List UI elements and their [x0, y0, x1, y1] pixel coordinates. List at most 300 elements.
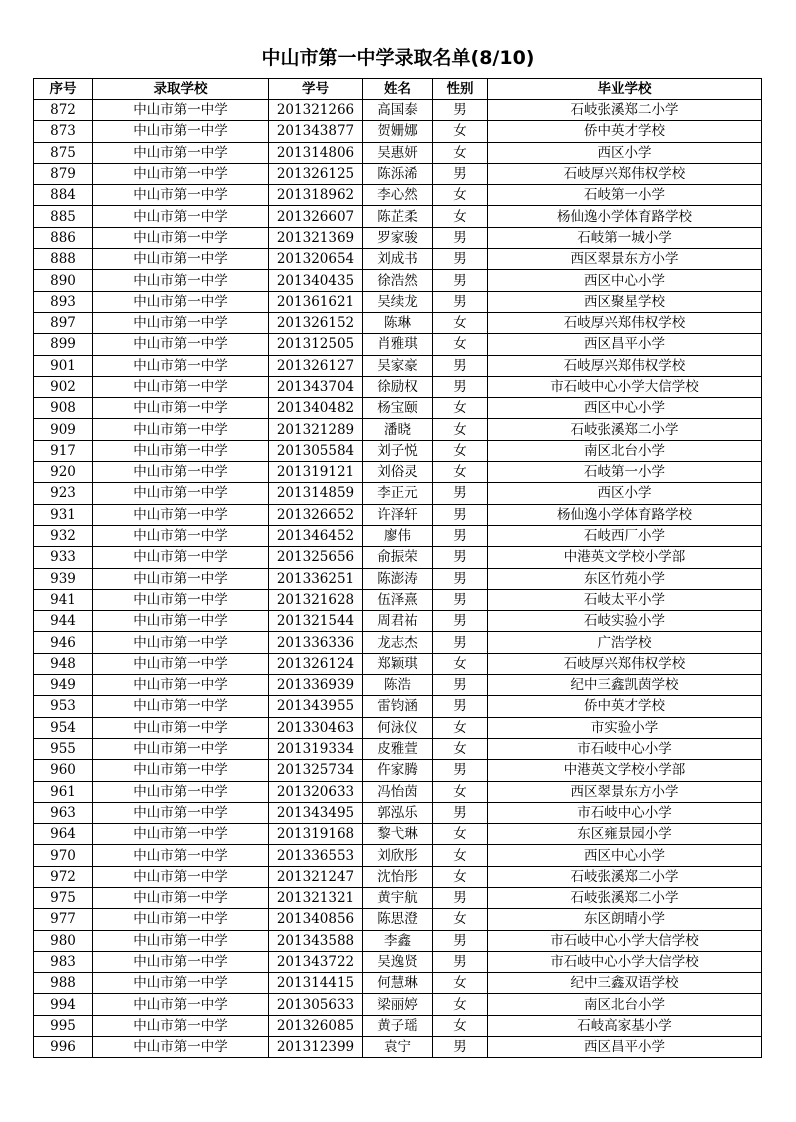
cell-graduation-school: 侨中英才学校 — [488, 696, 762, 717]
cell-graduation-school: 市石岐中心小学大信学校 — [488, 376, 762, 397]
cell-index: 901 — [34, 355, 93, 376]
cell-name: 肖雅琪 — [363, 334, 433, 355]
column-header-graduation-school: 毕业学校 — [488, 79, 762, 100]
cell-student-id: 201319168 — [269, 824, 363, 845]
table-row — [34, 781, 762, 802]
cell-graduation-school: 石岐厚兴郑伟权学校 — [488, 312, 762, 333]
cell-student-id: 201312505 — [269, 334, 363, 355]
cell-admitted-school: 中山市第一中学 — [93, 611, 269, 632]
table-row — [34, 824, 762, 845]
table-row — [34, 121, 762, 142]
cell-graduation-school: 石岐第一小学 — [488, 185, 762, 206]
cell-admitted-school: 中山市第一中学 — [93, 419, 269, 440]
cell-index: 931 — [34, 504, 93, 525]
cell-student-id: 201320633 — [269, 781, 363, 802]
cell-admitted-school: 中山市第一中学 — [93, 760, 269, 781]
cell-student-id: 201326085 — [269, 1015, 363, 1036]
table-row — [34, 547, 762, 568]
cell-index: 941 — [34, 589, 93, 610]
cell-index: 893 — [34, 291, 93, 312]
cell-graduation-school: 纪中三鑫双语学校 — [488, 973, 762, 994]
cell-index: 955 — [34, 738, 93, 759]
table-row — [34, 632, 762, 653]
cell-name: 黎弋琳 — [363, 824, 433, 845]
cell-name: 陈泺浠 — [363, 163, 433, 184]
cell-index: 961 — [34, 781, 93, 802]
cell-index: 983 — [34, 951, 93, 972]
cell-admitted-school: 中山市第一中学 — [93, 1037, 269, 1058]
cell-admitted-school: 中山市第一中学 — [93, 100, 269, 121]
table-row — [34, 291, 762, 312]
cell-index: 932 — [34, 525, 93, 546]
cell-gender: 男 — [433, 930, 488, 951]
cell-gender: 女 — [433, 419, 488, 440]
cell-gender: 女 — [433, 462, 488, 483]
cell-graduation-school: 西区中心小学 — [488, 398, 762, 419]
cell-admitted-school: 中山市第一中学 — [93, 845, 269, 866]
cell-student-id: 201319121 — [269, 462, 363, 483]
cell-student-id: 201336939 — [269, 675, 363, 696]
cell-gender: 男 — [433, 525, 488, 546]
cell-admitted-school: 中山市第一中学 — [93, 568, 269, 589]
cell-student-id: 201326127 — [269, 355, 363, 376]
cell-graduation-school: 西区小学 — [488, 142, 762, 163]
cell-graduation-school: 西区中心小学 — [488, 845, 762, 866]
cell-gender: 女 — [433, 398, 488, 419]
cell-gender: 男 — [433, 355, 488, 376]
table-row — [34, 142, 762, 163]
cell-name: 刘俗灵 — [363, 462, 433, 483]
cell-gender: 女 — [433, 717, 488, 738]
cell-gender: 男 — [433, 227, 488, 248]
cell-admitted-school: 中山市第一中学 — [93, 653, 269, 674]
cell-gender: 女 — [433, 994, 488, 1015]
cell-graduation-school: 广浩学校 — [488, 632, 762, 653]
cell-student-id: 201326152 — [269, 312, 363, 333]
cell-student-id: 201343588 — [269, 930, 363, 951]
cell-index: 920 — [34, 462, 93, 483]
table-row — [34, 483, 762, 504]
cell-graduation-school: 南区北台小学 — [488, 440, 762, 461]
column-header-index: 序号 — [34, 79, 93, 100]
cell-graduation-school: 石岐厚兴郑伟权学校 — [488, 163, 762, 184]
cell-gender: 男 — [433, 760, 488, 781]
cell-index: 879 — [34, 163, 93, 184]
cell-graduation-school: 西区聚星学校 — [488, 291, 762, 312]
cell-student-id: 201343722 — [269, 951, 363, 972]
cell-graduation-school: 西区翠景东方小学 — [488, 781, 762, 802]
cell-graduation-school: 侨中英才学校 — [488, 121, 762, 142]
cell-gender: 男 — [433, 163, 488, 184]
cell-index: 946 — [34, 632, 93, 653]
cell-admitted-school: 中山市第一中学 — [93, 781, 269, 802]
cell-graduation-school: 市石岐中心小学 — [488, 738, 762, 759]
cell-index: 964 — [34, 824, 93, 845]
cell-graduation-school: 市石岐中心小学大信学校 — [488, 930, 762, 951]
table-row — [34, 206, 762, 227]
cell-graduation-school: 石岐张溪郑二小学 — [488, 100, 762, 121]
cell-index: 884 — [34, 185, 93, 206]
cell-gender: 男 — [433, 547, 488, 568]
table-row — [34, 419, 762, 440]
cell-name: 罗家骏 — [363, 227, 433, 248]
admission-table — [33, 78, 762, 1058]
cell-admitted-school: 中山市第一中学 — [93, 525, 269, 546]
cell-admitted-school: 中山市第一中学 — [93, 930, 269, 951]
table-row — [34, 738, 762, 759]
cell-admitted-school: 中山市第一中学 — [93, 163, 269, 184]
cell-gender: 女 — [433, 334, 488, 355]
cell-graduation-school: 石岐太平小学 — [488, 589, 762, 610]
cell-student-id: 201343495 — [269, 802, 363, 823]
cell-gender: 男 — [433, 1037, 488, 1058]
cell-admitted-school: 中山市第一中学 — [93, 185, 269, 206]
cell-graduation-school: 市实验小学 — [488, 717, 762, 738]
cell-graduation-school: 纪中三鑫凯茵学校 — [488, 675, 762, 696]
cell-student-id: 201325656 — [269, 547, 363, 568]
cell-index: 885 — [34, 206, 93, 227]
cell-student-id: 201321247 — [269, 866, 363, 887]
cell-admitted-school: 中山市第一中学 — [93, 632, 269, 653]
cell-name: 周君祐 — [363, 611, 433, 632]
cell-name: 郑颖琪 — [363, 653, 433, 674]
cell-name: 陈琳 — [363, 312, 433, 333]
cell-gender: 男 — [433, 270, 488, 291]
table-row — [34, 355, 762, 376]
table-row — [34, 163, 762, 184]
cell-name: 陈澎涛 — [363, 568, 433, 589]
cell-admitted-school: 中山市第一中学 — [93, 717, 269, 738]
cell-graduation-school: 西区中心小学 — [488, 270, 762, 291]
cell-index: 917 — [34, 440, 93, 461]
cell-gender: 男 — [433, 291, 488, 312]
cell-graduation-school: 西区翠景东方小学 — [488, 249, 762, 270]
cell-graduation-school: 石岐高家基小学 — [488, 1015, 762, 1036]
cell-student-id: 201321544 — [269, 611, 363, 632]
table-row — [34, 994, 762, 1015]
column-header-student-id: 学号 — [269, 79, 363, 100]
table-row — [34, 249, 762, 270]
table-row — [34, 185, 762, 206]
cell-index: 873 — [34, 121, 93, 142]
table-row — [34, 653, 762, 674]
cell-student-id: 201340435 — [269, 270, 363, 291]
cell-graduation-school: 石岐张溪郑二小学 — [488, 887, 762, 908]
cell-name: 黄子瑶 — [363, 1015, 433, 1036]
cell-gender: 女 — [433, 909, 488, 930]
table-body — [34, 100, 762, 1058]
cell-name: 刘成书 — [363, 249, 433, 270]
column-header-admitted-school: 录取学校 — [93, 79, 269, 100]
cell-admitted-school: 中山市第一中学 — [93, 951, 269, 972]
cell-gender: 女 — [433, 824, 488, 845]
cell-name: 潘晓 — [363, 419, 433, 440]
cell-admitted-school: 中山市第一中学 — [93, 887, 269, 908]
cell-index: 899 — [34, 334, 93, 355]
cell-student-id: 201326607 — [269, 206, 363, 227]
cell-student-id: 201305584 — [269, 440, 363, 461]
cell-name: 吴家豪 — [363, 355, 433, 376]
table-row — [34, 334, 762, 355]
table-row — [34, 675, 762, 696]
cell-admitted-school: 中山市第一中学 — [93, 440, 269, 461]
cell-graduation-school: 石岐厚兴郑伟权学校 — [488, 355, 762, 376]
table-row — [34, 270, 762, 291]
table-row — [34, 930, 762, 951]
cell-index: 933 — [34, 547, 93, 568]
table-row — [34, 398, 762, 419]
cell-index: 909 — [34, 419, 93, 440]
cell-gender: 女 — [433, 973, 488, 994]
cell-admitted-school: 中山市第一中学 — [93, 824, 269, 845]
cell-admitted-school: 中山市第一中学 — [93, 355, 269, 376]
table-row — [34, 376, 762, 397]
cell-index: 954 — [34, 717, 93, 738]
cell-admitted-school: 中山市第一中学 — [93, 1015, 269, 1036]
cell-index: 948 — [34, 653, 93, 674]
cell-name: 高国泰 — [363, 100, 433, 121]
cell-graduation-school: 石岐张溪郑二小学 — [488, 866, 762, 887]
cell-admitted-school: 中山市第一中学 — [93, 334, 269, 355]
table-row — [34, 440, 762, 461]
cell-student-id: 201340482 — [269, 398, 363, 419]
cell-graduation-school: 石岐第一城小学 — [488, 227, 762, 248]
cell-student-id: 201343704 — [269, 376, 363, 397]
cell-student-id: 201326124 — [269, 653, 363, 674]
cell-gender: 女 — [433, 312, 488, 333]
cell-student-id: 201320654 — [269, 249, 363, 270]
page-title: 中山市第一中学录取名单(8/10) — [261, 47, 535, 69]
cell-name: 何慧琳 — [363, 973, 433, 994]
cell-index: 980 — [34, 930, 93, 951]
cell-student-id: 201336553 — [269, 845, 363, 866]
cell-name: 吴逸贤 — [363, 951, 433, 972]
cell-name: 沈怡彤 — [363, 866, 433, 887]
cell-graduation-school: 石岐厚兴郑伟权学校 — [488, 653, 762, 674]
cell-student-id: 201361621 — [269, 291, 363, 312]
cell-graduation-school: 东区竹苑小学 — [488, 568, 762, 589]
cell-name: 冯怡茵 — [363, 781, 433, 802]
cell-gender: 男 — [433, 249, 488, 270]
cell-admitted-school: 中山市第一中学 — [93, 973, 269, 994]
cell-student-id: 201321321 — [269, 887, 363, 908]
cell-admitted-school: 中山市第一中学 — [93, 270, 269, 291]
cell-gender: 男 — [433, 589, 488, 610]
cell-index: 939 — [34, 568, 93, 589]
table-row — [34, 909, 762, 930]
cell-gender: 男 — [433, 802, 488, 823]
cell-student-id: 201321266 — [269, 100, 363, 121]
cell-index: 995 — [34, 1015, 93, 1036]
cell-student-id: 201305633 — [269, 994, 363, 1015]
cell-gender: 男 — [433, 951, 488, 972]
cell-name: 龙志杰 — [363, 632, 433, 653]
cell-graduation-school: 石岐实验小学 — [488, 611, 762, 632]
cell-admitted-school: 中山市第一中学 — [93, 738, 269, 759]
cell-student-id: 201312399 — [269, 1037, 363, 1058]
cell-admitted-school: 中山市第一中学 — [93, 376, 269, 397]
cell-admitted-school: 中山市第一中学 — [93, 994, 269, 1015]
cell-student-id: 201318962 — [269, 185, 363, 206]
cell-name: 伍泽熹 — [363, 589, 433, 610]
cell-index: 963 — [34, 802, 93, 823]
cell-index: 996 — [34, 1037, 93, 1058]
cell-index: 953 — [34, 696, 93, 717]
cell-student-id: 201314415 — [269, 973, 363, 994]
cell-admitted-school: 中山市第一中学 — [93, 227, 269, 248]
header-row — [34, 79, 762, 100]
cell-admitted-school: 中山市第一中学 — [93, 312, 269, 333]
cell-graduation-school: 市石岐中心小学大信学校 — [488, 951, 762, 972]
cell-gender: 女 — [433, 738, 488, 759]
cell-name: 吴惠妍 — [363, 142, 433, 163]
cell-name: 仵家腾 — [363, 760, 433, 781]
cell-name: 陈芷柔 — [363, 206, 433, 227]
cell-name: 黄宇航 — [363, 887, 433, 908]
cell-index: 988 — [34, 973, 93, 994]
cell-admitted-school: 中山市第一中学 — [93, 909, 269, 930]
cell-index: 902 — [34, 376, 93, 397]
cell-gender: 女 — [433, 440, 488, 461]
cell-graduation-school: 中港英文学校小学部 — [488, 760, 762, 781]
cell-graduation-school: 杨仙逸小学体育路学校 — [488, 504, 762, 525]
cell-index: 949 — [34, 675, 93, 696]
cell-name: 刘子悦 — [363, 440, 433, 461]
table-row — [34, 802, 762, 823]
cell-student-id: 201340856 — [269, 909, 363, 930]
cell-admitted-school: 中山市第一中学 — [93, 675, 269, 696]
cell-index: 977 — [34, 909, 93, 930]
cell-gender: 女 — [433, 206, 488, 227]
cell-student-id: 201343877 — [269, 121, 363, 142]
cell-graduation-school: 南区北台小学 — [488, 994, 762, 1015]
cell-name: 李正元 — [363, 483, 433, 504]
cell-gender: 男 — [433, 100, 488, 121]
cell-name: 俞振荣 — [363, 547, 433, 568]
cell-student-id: 201321369 — [269, 227, 363, 248]
cell-index: 975 — [34, 887, 93, 908]
cell-student-id: 201330463 — [269, 717, 363, 738]
table-row — [34, 1015, 762, 1036]
cell-name: 徐励权 — [363, 376, 433, 397]
cell-graduation-school: 石岐西厂小学 — [488, 525, 762, 546]
cell-admitted-school: 中山市第一中学 — [93, 291, 269, 312]
cell-admitted-school: 中山市第一中学 — [93, 398, 269, 419]
cell-index: 972 — [34, 866, 93, 887]
cell-gender: 男 — [433, 675, 488, 696]
cell-admitted-school: 中山市第一中学 — [93, 249, 269, 270]
table-row — [34, 887, 762, 908]
cell-gender: 女 — [433, 1015, 488, 1036]
cell-graduation-school: 石岐张溪郑二小学 — [488, 419, 762, 440]
cell-admitted-school: 中山市第一中学 — [93, 866, 269, 887]
cell-index: 923 — [34, 483, 93, 504]
cell-gender: 女 — [433, 142, 488, 163]
cell-admitted-school: 中山市第一中学 — [93, 462, 269, 483]
cell-name: 陈浩 — [363, 675, 433, 696]
cell-gender: 男 — [433, 483, 488, 504]
table-row — [34, 312, 762, 333]
cell-name: 梁丽婷 — [363, 994, 433, 1015]
cell-index: 970 — [34, 845, 93, 866]
cell-student-id: 201326652 — [269, 504, 363, 525]
cell-index: 908 — [34, 398, 93, 419]
cell-graduation-school: 西区昌平小学 — [488, 1037, 762, 1058]
table-row — [34, 227, 762, 248]
cell-gender: 男 — [433, 632, 488, 653]
cell-admitted-school: 中山市第一中学 — [93, 589, 269, 610]
cell-index: 994 — [34, 994, 93, 1015]
cell-admitted-school: 中山市第一中学 — [93, 121, 269, 142]
cell-graduation-school: 西区小学 — [488, 483, 762, 504]
cell-index: 872 — [34, 100, 93, 121]
cell-index: 944 — [34, 611, 93, 632]
cell-name: 李鑫 — [363, 930, 433, 951]
table-row — [34, 100, 762, 121]
cell-index: 886 — [34, 227, 93, 248]
cell-index: 897 — [34, 312, 93, 333]
cell-student-id: 201346452 — [269, 525, 363, 546]
cell-student-id: 201336336 — [269, 632, 363, 653]
cell-name: 郭泓乐 — [363, 802, 433, 823]
cell-admitted-school: 中山市第一中学 — [93, 802, 269, 823]
cell-name: 李心然 — [363, 185, 433, 206]
cell-student-id: 201326125 — [269, 163, 363, 184]
cell-gender: 女 — [433, 781, 488, 802]
table-row — [34, 845, 762, 866]
cell-name: 雷钧涵 — [363, 696, 433, 717]
cell-index: 960 — [34, 760, 93, 781]
cell-gender: 男 — [433, 696, 488, 717]
cell-student-id: 201314859 — [269, 483, 363, 504]
cell-graduation-school: 东区朗晴小学 — [488, 909, 762, 930]
table-row — [34, 525, 762, 546]
table-row — [34, 462, 762, 483]
table-row — [34, 973, 762, 994]
cell-graduation-school: 东区雍景园小学 — [488, 824, 762, 845]
cell-admitted-school: 中山市第一中学 — [93, 206, 269, 227]
cell-student-id: 201336251 — [269, 568, 363, 589]
cell-index: 888 — [34, 249, 93, 270]
cell-name: 刘欣彤 — [363, 845, 433, 866]
cell-student-id: 201321289 — [269, 419, 363, 440]
cell-admitted-school: 中山市第一中学 — [93, 696, 269, 717]
cell-student-id: 201319334 — [269, 738, 363, 759]
cell-name: 贺姗娜 — [363, 121, 433, 142]
column-header-gender: 性别 — [433, 79, 488, 100]
cell-student-id: 201321628 — [269, 589, 363, 610]
cell-name: 徐浩然 — [363, 270, 433, 291]
table-row — [34, 866, 762, 887]
cell-admitted-school: 中山市第一中学 — [93, 142, 269, 163]
cell-gender: 女 — [433, 185, 488, 206]
cell-admitted-school: 中山市第一中学 — [93, 483, 269, 504]
cell-gender: 女 — [433, 121, 488, 142]
cell-name: 皮雅萱 — [363, 738, 433, 759]
cell-name: 杨宝颐 — [363, 398, 433, 419]
cell-name: 许泽轩 — [363, 504, 433, 525]
cell-name: 陈思澄 — [363, 909, 433, 930]
cell-name: 吴续龙 — [363, 291, 433, 312]
cell-gender: 男 — [433, 887, 488, 908]
cell-index: 890 — [34, 270, 93, 291]
cell-name: 何泳仪 — [363, 717, 433, 738]
cell-graduation-school: 市石岐中心小学 — [488, 802, 762, 823]
table-row — [34, 1037, 762, 1058]
cell-student-id: 201343955 — [269, 696, 363, 717]
table-row — [34, 951, 762, 972]
cell-admitted-school: 中山市第一中学 — [93, 504, 269, 525]
